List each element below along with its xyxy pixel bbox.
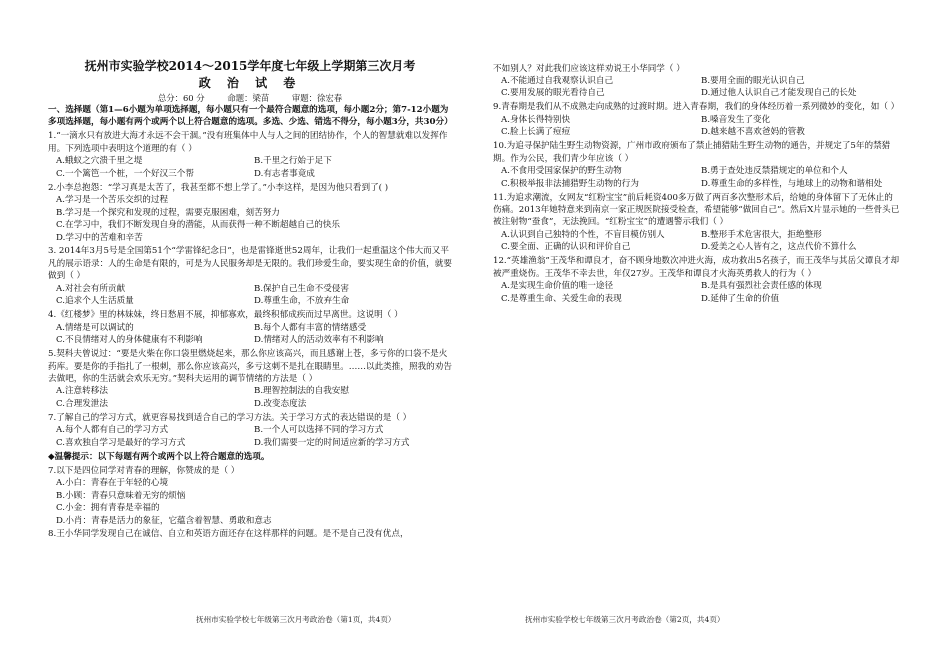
option-c[interactable]: C.是尊重生命、关爱生命的表现 (501, 293, 622, 304)
question-options (48, 477, 452, 527)
option-a[interactable]: A.蛾蚁之穴溃千里之堤 (56, 156, 143, 167)
option-c[interactable]: C.要用发展的眼光看待自己 (501, 88, 605, 99)
option-b[interactable]: B.千里之行始于足下 (254, 156, 332, 167)
question-stem: 5.契科夫曾说过：“要是火柴在你口袋里燃烧起来，那么你应该高兴，而且感谢上苍，多亏你的口袋不是火药库。要是你的手指扎了一根刺，那么你应该高兴，多亏这刺不是扎在眼睛里。……以此类推，照我的劝告去做吧，你的生活就会欢乐无穷。”契科夫运用的调节情绪的方法是（ ） (48, 349, 452, 385)
section-heading: 一、选择题（第1—6小题为单项选择题，每小题只有一个最符合题意的选项，每小题2分；第7-12小题为多项选择题，每小题有两个或两个以上符合题意的选项。多选、少选、错选不得分，每小题3分，共30分） (48, 105, 453, 128)
right-column (493, 61, 901, 305)
question-options (48, 424, 452, 449)
option-c[interactable]: C.小金：拥有青春是幸福的 (56, 503, 160, 514)
question-stem: 2.小李总抱怨：“学习真是太苦了，我甚至都不想上学了。”小李这样，是因为他只看到了( ) (48, 182, 389, 193)
warm-tip: ◆温馨提示：以下每题有两个或两个以上符合题意的选项。 (48, 451, 270, 462)
option-c[interactable]: C.脸上长满了痘痘 (501, 127, 571, 138)
question-item (493, 255, 901, 305)
option-d[interactable]: D.越来越不喜欢爸妈的管教 (701, 127, 805, 138)
option-b[interactable]: B.一个人可以选择不同的学习方式 (254, 425, 384, 436)
option-d[interactable]: D.小肖：青春是活力的象征，它蕴含着智慧、勇敢和意志 (56, 515, 272, 526)
question-options (48, 385, 452, 410)
left-question-list (48, 130, 452, 449)
option-b[interactable]: B.勇于查处违反禁猎规定的单位和个人 (701, 166, 848, 177)
question-item (493, 192, 901, 254)
option-b[interactable]: B.小顾：青春只意味着无穷的烦恼 (56, 490, 186, 501)
option-a[interactable]: A.认识到自己独特的个性，不盲目模仿别人 (501, 229, 665, 240)
question-item (48, 465, 452, 527)
option-a[interactable]: A.每个人都有自己的学习方式 (56, 425, 169, 436)
question-stem: 7.以下是四位同学对青春的理解，你赞成的是（ ） (48, 465, 240, 476)
question-options (493, 165, 901, 190)
question-stem: 7.了解自己的学习方式，就更容易找到适合自己的学习方法。关于学习方式的表达错误的是（ ） (48, 412, 412, 423)
question-item (48, 412, 452, 449)
option-a[interactable]: A.不食用受国家保护的野生动物 (501, 166, 622, 177)
question-options (48, 322, 452, 347)
question-stem: 3. 2014年3月5号是全国第51个“学雷锋纪念日”，也是雷锋逝世52周年，让我们一起重温这个伟大而又平凡的展示语录：人的生命是有限的，可是为人民服务却是无限的。我们珍爱生命，要实现生命的价值，就要做到（ ） (48, 246, 452, 282)
option-a[interactable]: A.对社会有所贡献 (56, 283, 126, 294)
question-item (48, 182, 452, 244)
option-a[interactable]: A.小白：青春在于年轻的心境 (56, 478, 169, 489)
option-d[interactable]: D.通过他人认识自己才能发现自己的长处 (701, 88, 857, 99)
option-b[interactable]: B.每个人都有丰富的情绪感受 (254, 322, 367, 333)
option-c[interactable]: C.在学习中，我们不断发现自身的潜能，从而获得一种不断超越自己的快乐 (56, 220, 341, 231)
exam-meta (48, 92, 452, 104)
question-stem: 不如别人？对此我们应该这样劝说王小华同学（ ） (493, 63, 685, 74)
question-item (48, 348, 452, 410)
option-d[interactable]: D.情绪对人的活动效率有不利影响 (254, 335, 384, 346)
option-c[interactable]: C.合理发泄法 (56, 398, 108, 409)
question-options (493, 229, 901, 254)
question-item (48, 245, 452, 307)
option-a[interactable]: A.不能通过自我观察认识自己 (501, 75, 614, 86)
exam-subtitle: 政 治 试 卷 (198, 76, 302, 90)
question-options (48, 194, 452, 244)
left-column (48, 104, 452, 541)
option-d[interactable]: D.我们需要一定的时间适应新的学习方式 (254, 437, 410, 448)
question-item (48, 309, 452, 346)
meta-total-score: 总分：60 分 (157, 93, 205, 103)
option-c[interactable]: C.喜欢独自学习是最好的学习方式 (56, 437, 186, 448)
footer-left: 抚州市实验学校七年级第三次月考政治卷（第1页，共4页） (196, 615, 396, 624)
option-c[interactable]: C.追求个人生活质量 (56, 296, 134, 307)
option-c[interactable]: C.要全面、正确的认识和评价自己 (501, 242, 631, 253)
option-d[interactable]: D.学习中的苦难和辛苦 (56, 232, 143, 243)
question-stem: 4.《红楼梦》里的林妹妹，终日愁眉不展，抑郁寡欢，最终积郁成疾而过早离世。这说明（ ） (48, 310, 403, 321)
question-item (493, 101, 901, 138)
option-d[interactable]: D.有志者事竟成 (254, 168, 315, 179)
question-item (493, 63, 901, 100)
option-b[interactable]: B.整形手术危害很大，拒绝整形 (701, 229, 822, 240)
question-stem: 10.为追寻保护陆生野生动物资源，广州市政府颁布了禁止捕猎陆生野生动物的通告，并规定了5年的禁猎期。作为公民，我们青少年应该（ ） (493, 141, 891, 164)
option-b[interactable]: B.学习是一个探究和发现的过程，需要克服困难，刻苦努力 (56, 207, 280, 218)
question-stem: 9.青春期是我们从不成熟走向成熟的过渡时期。进入青春期，我们的身体经历着一系列微妙的变化，如（ ） (493, 102, 900, 113)
option-d[interactable]: D.改变态度法 (254, 398, 307, 409)
question-item (48, 130, 452, 180)
question-options (48, 155, 452, 180)
option-b[interactable]: B.保护自己生命不受侵害 (254, 283, 349, 294)
option-d[interactable]: D.尊重生命的多样性，与地球上的动物和谐相处 (701, 178, 883, 189)
question-options (493, 114, 901, 139)
option-b[interactable]: B.理智控制法的自我安慰 (254, 386, 349, 397)
question-options (493, 280, 901, 305)
meta-reviewer: 审题：徐宏春 (291, 93, 343, 103)
right-question-list (493, 63, 901, 306)
option-c[interactable]: C.积极举报非法捕猎野生动物的行为 (501, 178, 639, 189)
option-a[interactable]: A.注意转移法 (56, 386, 108, 397)
question-stem: 1.“一滴水只有放进大海才永远不会干涸。”没有班集体中人与人之间的团结协作，个人的智慧就难以发挥作用。下列选项中表明这个道理的有（ ） (48, 131, 448, 154)
meta-author: 命题：梁苗 (227, 93, 270, 103)
question-stem-continued: 8.王小华同学发现自己在诚信、自立和英语方面还存在这样那样的问题。是不是自己没有优点， (48, 529, 409, 540)
option-b[interactable]: B.是具有强烈社会责任感的体现 (701, 281, 822, 292)
exam-title: 抚州市实验学校2014～2015学年度七年级上学期第三次月考 (84, 59, 416, 73)
option-b[interactable]: B.要用全面的眼光认识自己 (701, 75, 805, 86)
option-d[interactable]: D.延伸了生命的价值 (701, 293, 780, 304)
question-item (493, 140, 901, 190)
option-c[interactable]: C.一个篱笆一个桩，一个好汉三个帮 (56, 168, 194, 179)
option-d[interactable]: D.爱美之心人皆有之，这点代价不算什么 (701, 242, 857, 253)
option-d[interactable]: D.尊重生命，不放弃生命 (254, 296, 350, 307)
question-options (48, 283, 452, 308)
option-a[interactable]: A.情绪是可以调试的 (56, 322, 134, 333)
option-a[interactable]: A.身体长得特别快 (501, 114, 571, 125)
option-a[interactable]: A.学习是一个苦乐交织的过程 (56, 195, 169, 206)
question-options (493, 75, 901, 100)
question-stem: 11.为追求潮流，女网友“红粉宝宝”前后耗资400多万做了两百多次整形术后，给她的身体留下了无休止的伤痛。2013年她特意来到南京一家正规医院接受检查，希望能够“做回自己”。然后X片显示她的一些骨头已被注射物“蚕食”，无法挽回。“红粉宝宝”的遭遇警示我们（ ） (493, 192, 900, 228)
footer-right: 抚州市实验学校七年级第三次月考政治卷（第2页，共4页） (525, 615, 725, 624)
option-c[interactable]: C.不良情绪对人的身体健康有不利影响 (56, 335, 203, 346)
option-b[interactable]: B.嗓音发生了变化 (701, 114, 771, 125)
question-stem: 12.“英雄渔翁”王茂华和谭良才，奋不顾身地数次冲进火海，成功救出5名孩子，而王茂华与其岳父谭良才却被严重烧伤。王茂华不幸去世，年仅27岁。王茂华和谭良才火海英勇救人的行为（ ） (493, 256, 900, 279)
option-a[interactable]: A.是实现生命价值的唯一途径 (501, 281, 614, 292)
